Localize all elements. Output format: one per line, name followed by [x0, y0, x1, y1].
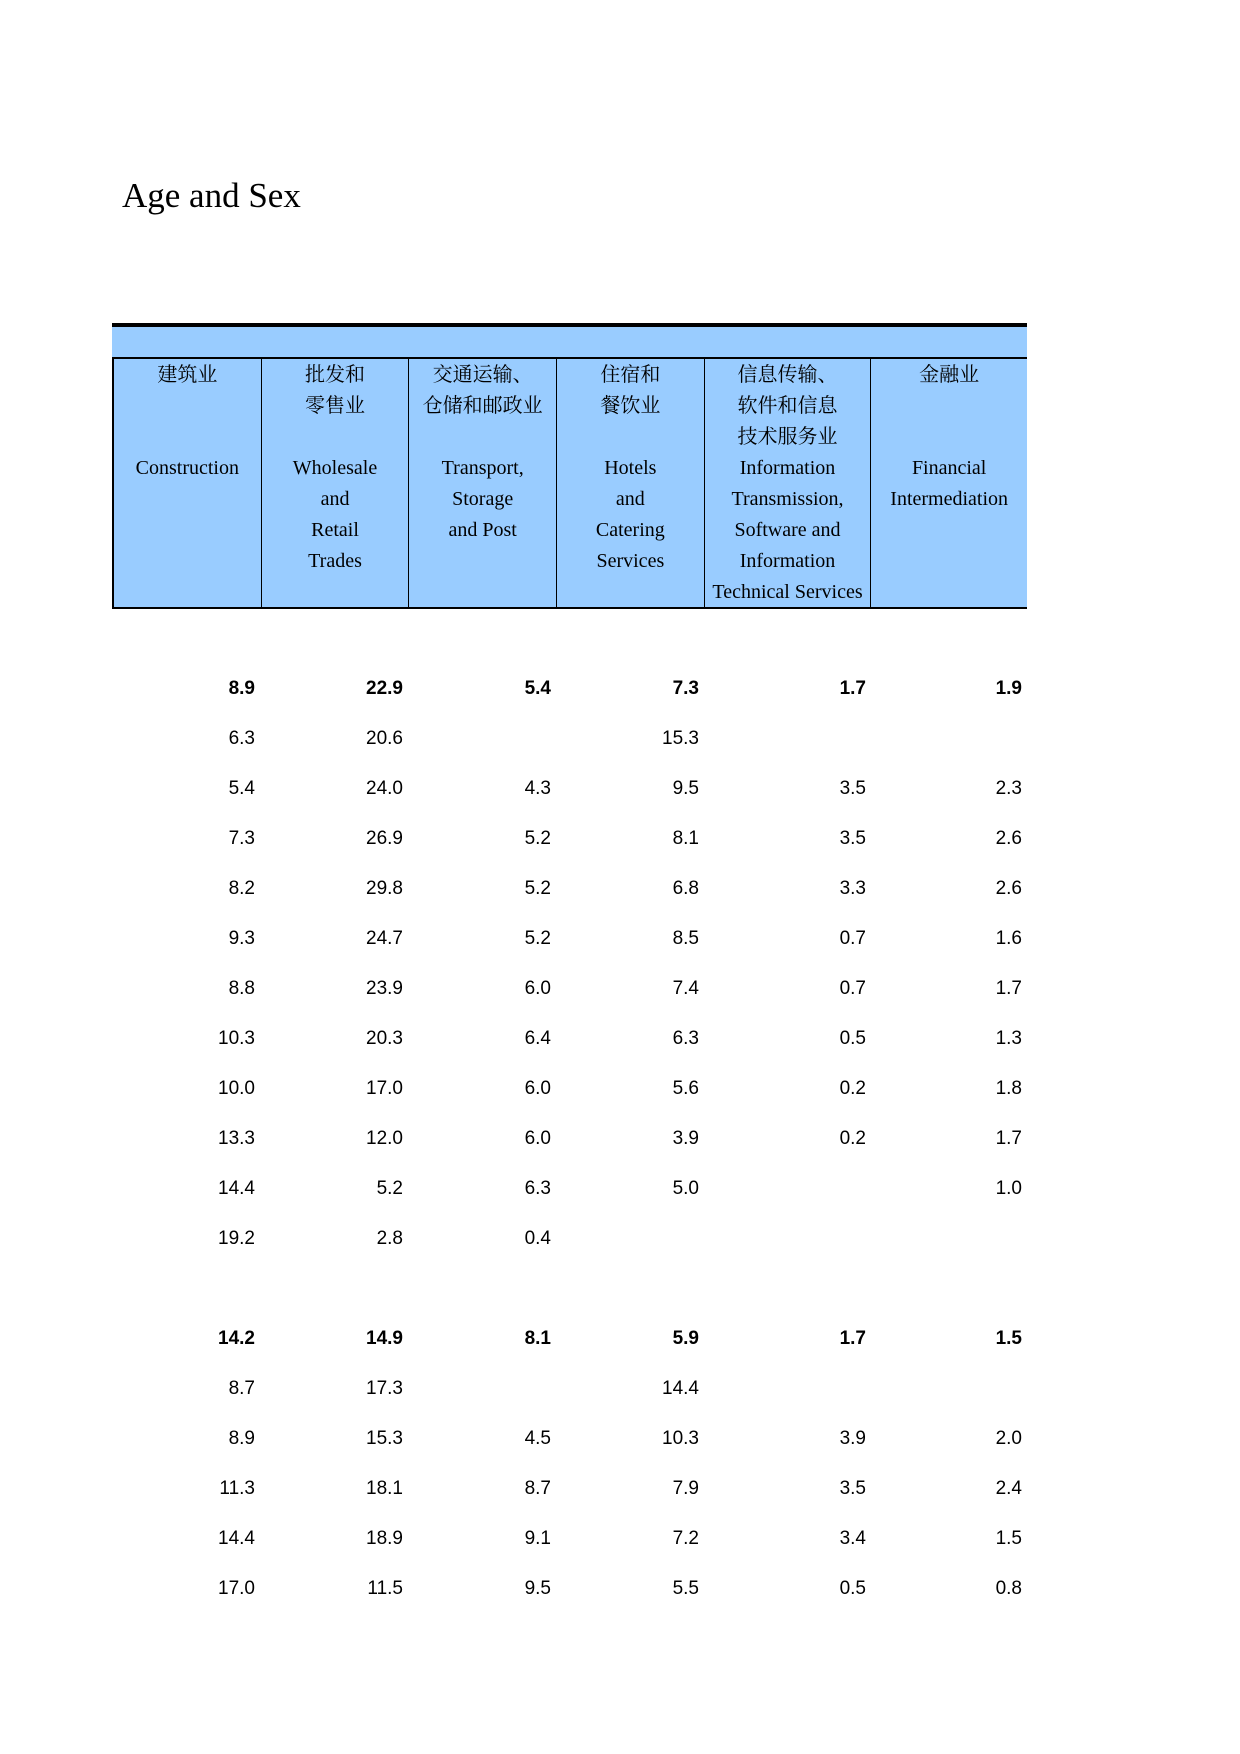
table-section-1: [112, 664, 1027, 1264]
table-cell: 0.2: [839, 1078, 866, 1099]
table-cell: 1.7: [995, 1128, 1022, 1149]
table-cell: 14.9: [366, 1328, 403, 1349]
table-cell: 8.9: [228, 678, 255, 699]
table-cell: 1.7: [839, 1328, 866, 1349]
table-cell: 5.5: [672, 1578, 699, 1599]
table-cell: 0.7: [839, 928, 866, 949]
table-cell: 14.4: [662, 1378, 699, 1399]
table-cell: 14.2: [218, 1328, 255, 1349]
table-cell: 1.3: [995, 1028, 1022, 1049]
table-cell: 8.8: [228, 978, 255, 999]
table-cell: 5.2: [524, 828, 551, 849]
table-cell: 6.0: [524, 1078, 551, 1099]
table-header-band: [112, 327, 1027, 357]
column-header-en: Transport, Storage and Post: [441, 457, 524, 541]
table-cell: 17.0: [366, 1078, 403, 1099]
table-row-total: [112, 664, 1027, 714]
table-row: [112, 1514, 1027, 1564]
table-cell: 1.6: [995, 928, 1022, 949]
table-cell: 1.0: [995, 1178, 1022, 1199]
column-header-wholesale-retail: [262, 359, 410, 607]
table-cell: 14.4: [218, 1528, 255, 1549]
table-row-total: [112, 1314, 1027, 1364]
table-row: [112, 1064, 1027, 1114]
table-header-row: [112, 357, 1027, 609]
column-header-cn: 住宿和 餐饮业: [600, 364, 661, 417]
table-cell: 7.3: [672, 678, 699, 699]
table-cell: 5.4: [228, 778, 255, 799]
table-cell: 7.4: [672, 978, 699, 999]
table-cell: 1.9: [995, 678, 1022, 699]
table-cell: 24.7: [366, 928, 403, 949]
table-cell: 3.5: [839, 778, 866, 799]
table-cell: 2.0: [995, 1428, 1022, 1449]
table-cell: 8.9: [228, 1428, 255, 1449]
table-cell: 9.5: [524, 1578, 551, 1599]
column-header-cn: 建筑业: [157, 364, 218, 386]
page-title: Age and Sex: [122, 176, 301, 215]
table-cell: 23.9: [366, 978, 403, 999]
table-cell: 6.8: [672, 878, 699, 899]
table-row: [112, 1464, 1027, 1514]
table-cell: 18.1: [366, 1478, 403, 1499]
table-row: [112, 714, 1027, 764]
table-row: [112, 764, 1027, 814]
column-header-construction: [114, 359, 262, 607]
table-cell: 7.2: [672, 1528, 699, 1549]
table-cell: 5.6: [672, 1078, 699, 1099]
table-row: [112, 1414, 1027, 1464]
table-cell: 6.4: [524, 1028, 551, 1049]
table-cell: 26.9: [366, 828, 403, 849]
table-cell: 15.3: [366, 1428, 403, 1449]
table-row: [112, 1114, 1027, 1164]
table-cell: 17.3: [366, 1378, 403, 1399]
table-cell: 5.2: [524, 878, 551, 899]
table-cell: 6.3: [672, 1028, 699, 1049]
table-cell: 1.7: [995, 978, 1022, 999]
column-header-information: [705, 359, 872, 607]
table-cell: 19.2: [218, 1228, 255, 1249]
data-table: [112, 323, 1027, 1614]
table-cell: 3.4: [839, 1528, 866, 1549]
table-cell: 11.3: [219, 1478, 255, 1499]
table-cell: 7.9: [672, 1478, 699, 1499]
table-cell: 3.3: [839, 878, 866, 899]
table-cell: 7.3: [228, 828, 255, 849]
table-cell: 9.5: [672, 778, 699, 799]
column-header-financial: [871, 359, 1027, 607]
table-cell: 8.7: [524, 1478, 551, 1499]
table-cell: 8.1: [672, 828, 699, 849]
table-cell: 3.5: [839, 828, 866, 849]
table-cell: 8.1: [524, 1328, 551, 1349]
table-cell: 20.6: [366, 728, 403, 749]
table-cell: 6.0: [524, 978, 551, 999]
table-cell: 1.7: [839, 678, 866, 699]
table-cell: 2.6: [995, 878, 1022, 899]
column-header-en: Construction: [135, 457, 239, 479]
table-cell: 0.2: [839, 1128, 866, 1149]
table-cell: 18.9: [366, 1528, 403, 1549]
table-row: [112, 1214, 1027, 1264]
table-cell: 10.0: [218, 1078, 255, 1099]
table-cell: 5.2: [524, 928, 551, 949]
table-cell: 2.8: [376, 1228, 403, 1249]
table-cell: 1.5: [995, 1528, 1022, 1549]
table-cell: 4.5: [524, 1428, 551, 1449]
column-header-cn: 金融业: [919, 364, 980, 386]
table-cell: 6.3: [228, 728, 255, 749]
table-cell: 6.3: [524, 1178, 551, 1199]
table-cell: 29.8: [366, 878, 403, 899]
table-row: [112, 914, 1027, 964]
table-cell: 1.5: [995, 1328, 1022, 1349]
column-header-en: Financial Intermediation: [890, 457, 1009, 510]
table-cell: 2.4: [995, 1478, 1022, 1499]
table-cell: 12.0: [366, 1128, 403, 1149]
table-cell: 0.5: [839, 1028, 866, 1049]
table-cell: 5.9: [672, 1328, 699, 1349]
table-cell: 0.4: [524, 1228, 551, 1249]
table-cell: 9.1: [524, 1528, 551, 1549]
table-cell: 22.9: [366, 678, 403, 699]
table-cell: 11.5: [367, 1578, 403, 1599]
table-cell: 6.0: [524, 1128, 551, 1149]
table-cell: 3.9: [672, 1128, 699, 1149]
column-header-en: Information Transmission, Software and Information Technical Services: [712, 457, 863, 603]
table-row: [112, 1014, 1027, 1064]
table-cell: 5.2: [376, 1178, 403, 1199]
table-cell: 15.3: [662, 728, 699, 749]
column-header-cn: 信息传输、 软件和信息 技术服务业: [737, 364, 838, 448]
table-row: [112, 864, 1027, 914]
table-cell: 0.7: [839, 978, 866, 999]
column-header-transport: [409, 359, 557, 607]
table-body: [112, 609, 1027, 1614]
column-header-cn: 交通运输、 仓储和邮政业: [422, 364, 543, 417]
table-cell: 24.0: [366, 778, 403, 799]
table-cell: 17.0: [218, 1578, 255, 1599]
table-cell: 4.3: [524, 778, 551, 799]
table-cell: 20.3: [366, 1028, 403, 1049]
table-cell: 2.6: [995, 828, 1022, 849]
table-cell: 14.4: [218, 1178, 255, 1199]
table-cell: 8.7: [228, 1378, 255, 1399]
table-section-2: [112, 1314, 1027, 1614]
table-cell: 0.5: [839, 1578, 866, 1599]
column-header-en: Wholesale and Retail Trades: [292, 457, 378, 572]
table-cell: 3.9: [839, 1428, 866, 1449]
table-cell: 10.3: [218, 1028, 255, 1049]
column-header-hotels-catering: [557, 359, 705, 607]
table-row: [112, 964, 1027, 1014]
table-cell: 2.3: [995, 778, 1022, 799]
table-cell: 3.5: [839, 1478, 866, 1499]
column-header-en: Hotels and Catering Services: [595, 457, 665, 572]
table-cell: 13.3: [218, 1128, 255, 1149]
table-cell: 5.4: [524, 678, 551, 699]
column-header-cn: 批发和 零售业: [305, 364, 365, 417]
section-spacer: [112, 1264, 1027, 1314]
table-cell: 8.2: [228, 878, 255, 899]
section-spacer: [112, 609, 1027, 664]
table-cell: 5.0: [672, 1178, 699, 1199]
table-cell: 8.5: [672, 928, 699, 949]
table-cell: 10.3: [662, 1428, 699, 1449]
table-row: [112, 1564, 1027, 1614]
table-cell: 1.8: [995, 1078, 1022, 1099]
table-cell: 9.3: [228, 928, 255, 949]
table-row: [112, 1364, 1027, 1414]
table-row: [112, 814, 1027, 864]
table-cell: 0.8: [995, 1578, 1022, 1599]
table-row: [112, 1164, 1027, 1214]
